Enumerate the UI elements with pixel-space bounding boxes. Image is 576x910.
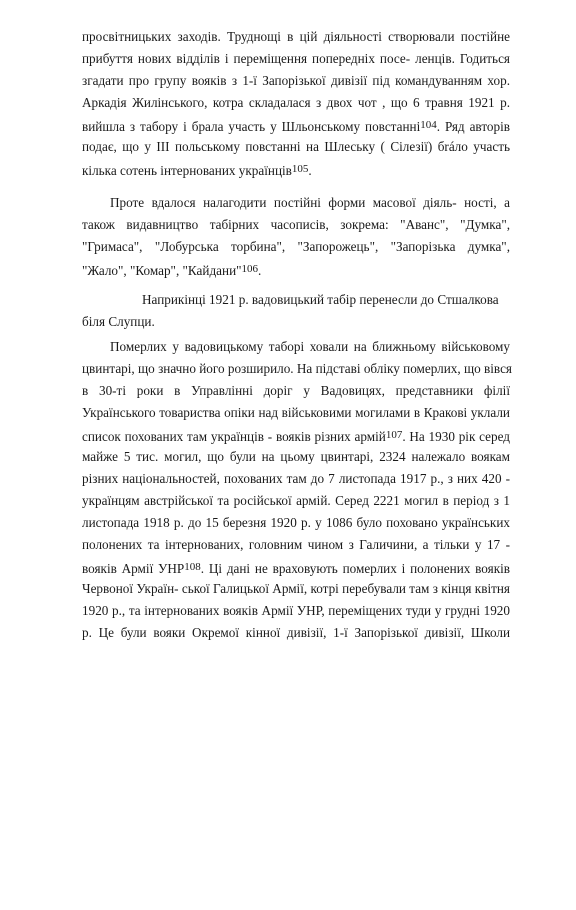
text-line: просвітницьких заходів. Труднощі в цій діяльності створювали постійне bbox=[82, 29, 510, 44]
text-line: Червоної Україн- ської Галицької Армії, котрі перебували там з кінця квітня bbox=[82, 581, 510, 596]
footnote-ref-104: 104 bbox=[420, 119, 437, 131]
text-fragment: "Жало", "Комар", "Кайдани" bbox=[82, 263, 242, 278]
text-line bbox=[82, 424, 510, 446]
text-line: 1920 р., та інтернованих вояків Армії УНР, переміщених туди у грудні 1920 bbox=[82, 603, 510, 618]
text-line: "Гримаса", "Лобурська торбина", "Запорожець", "Запорізька думка", bbox=[82, 239, 510, 254]
text-line: Проте вдалося налагодити постійні форми масової діяль- ності, а bbox=[110, 195, 510, 210]
text-fragment: . bbox=[258, 263, 262, 278]
text-line: майже 5 тис. могил, що були на цьому цвинтарі, 2324 належало воякам bbox=[82, 449, 510, 464]
text-fragment: список похованих там українців - вояків різних армій bbox=[82, 429, 386, 444]
text-line: Померлих у вадовицькому таборі ховали на ближньому військовому bbox=[110, 339, 510, 354]
text-fragment: . Ряд авторів bbox=[436, 119, 510, 134]
text-line: біля Слупци. bbox=[82, 314, 155, 329]
text-line: згадати про групу вояків з 1-ї Запорізької дивізії під командуванням хор. bbox=[82, 73, 510, 88]
text-line: подає, що у III польському повстанні на Шлеську ( Сілезії) бráло участь bbox=[82, 139, 510, 154]
footnote-ref-107: 107 bbox=[385, 429, 403, 441]
text-line bbox=[82, 556, 510, 578]
text-line: також видавництво табірних часописів, зокрема: "Аванс", "Думка", bbox=[82, 217, 510, 232]
text-line: р. Це були вояки Окремої кінної дивізії, 1-ї Запорізької дивізії, Школи bbox=[82, 625, 510, 640]
text-line: полонених та інтернованих, головним чином з Галичини, а тільки у 17 - bbox=[82, 537, 510, 552]
text-line: українцям австрійської та російської армій. Серед 2221 могил в період з 1 bbox=[82, 493, 510, 508]
text-line bbox=[82, 258, 510, 280]
footnote-ref-105: 105 bbox=[291, 163, 309, 175]
text-line: листопада 1918 р. до 15 березня 1920 р. у 1086 було поховано українських bbox=[82, 515, 510, 530]
text-line: в 30-ті роки в Управлінні доріг у Вадовицях, представники філії bbox=[82, 383, 510, 398]
text-line: Аркадія Жилінського, котра складалася з двох чот , що 6 травня 1921 р. bbox=[82, 95, 510, 110]
text-fragment: кілька сотень інтернованих українців bbox=[82, 163, 292, 178]
text-fragment: . bbox=[308, 163, 312, 178]
footnote-ref-108: 108 bbox=[184, 561, 201, 573]
text-line: Наприкінці 1921 р. вадовицький табір перенесли до Стшалкова bbox=[142, 292, 499, 307]
paragraph-3 bbox=[82, 289, 510, 333]
paragraph-4 bbox=[82, 336, 510, 644]
footnote-ref-106: 106 bbox=[241, 263, 259, 275]
text-line: цвинтарі, що значно його розширило. На підставі обліку померлих, що вівся bbox=[82, 361, 512, 376]
text-line: Українського товариства опіки над військовими могилами в Кракові уклали bbox=[82, 405, 510, 420]
text-line bbox=[82, 114, 510, 136]
paragraph-2 bbox=[82, 192, 510, 280]
text-fragment: . На 1930 рік серед bbox=[402, 429, 510, 444]
text-line: прибуття нових відділів і переміщення попередніх посе- ленців. Годиться bbox=[82, 51, 510, 66]
text-line: різних національностей, похованих там до 7 листопада 1917 р., з них 420 - bbox=[82, 471, 510, 486]
text-fragment: . Ці дані не враховують померлих і полонених вояків bbox=[200, 561, 510, 576]
text-fragment: вийшла з табору і брала участь у Шльонському повстанні bbox=[82, 119, 421, 134]
text-fragment: вояків Армії УНР bbox=[82, 561, 185, 576]
text-line bbox=[82, 158, 510, 180]
paragraph-1 bbox=[82, 26, 510, 180]
